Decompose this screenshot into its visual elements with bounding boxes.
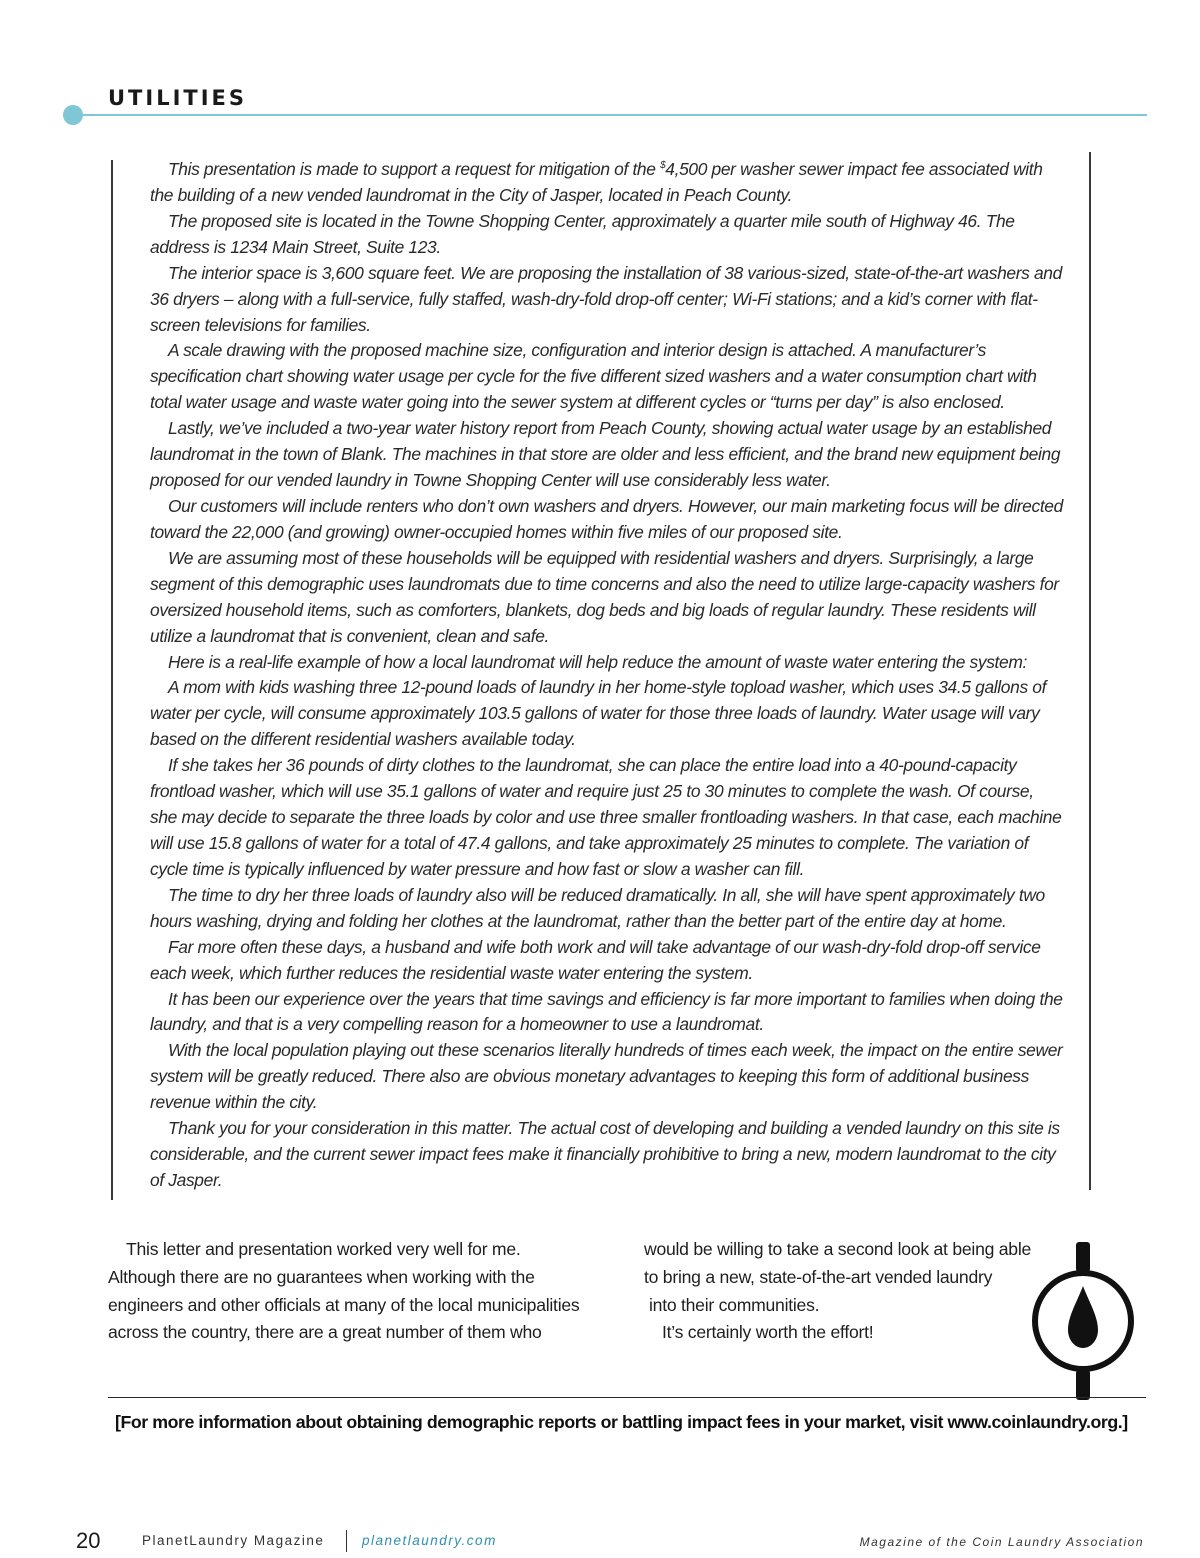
letter-paragraph: Thank you for your consideration in this matter. The actual cost of developing and building a vended laundry on this site is considerable, and the current sewer impact fees make it financially prohibitive to bring a new, modern laundromat to the city of Jasper. (150, 1118, 1060, 1190)
letter-paragraph: With the local population playing out these scenarios literally hundreds of times each week, the impact on the entire sewer system will be greatly reduced. There also are obvious monetary advantages to keeping this form of additional business revenue within the city. (150, 1040, 1063, 1113)
letter-paragraph: A scale drawing with the proposed machine size, configuration and interior design is attached. A manufacturer’s specification chart showing water usage per cycle for the five different sized washers and a water consumption chart with total water usage and waste water going into the sewer system at different cycles or “turns per day” is also enclosed. (150, 340, 1037, 413)
header-accent-dot (63, 105, 83, 125)
closing-line: across the country, there are a great number of them who (108, 1322, 542, 1343)
letter-paragraph: The time to dry her three loads of laundry also will be reduced dramatically. In all, she will have spent approximately two hours washing, drying and folding her clothes at the laundromat, rather than the better part of the entire day at home. (150, 884, 1045, 931)
footer-magazine-name: PlanetLaundry Magazine (142, 1533, 325, 1548)
info-note: [For more information about obtaining demographic reports or battling impact fees in your market, visit www.coinlaundry.org.] (115, 1412, 1128, 1432)
letter-paragraph: If she takes her 36 pounds of dirty clothes to the laundromat, she can place the entire load into a 40-pound-capacity frontload washer, which will use 35.1 gallons of water and require just 25 to 30 minutes to complete the wash. Of course, she may decide to separate the three loads by color and use three smaller frontloading washers. In that case, each machine will use 15.8 gallons of water for a total of 47.4 gallons, and take approximately 25 minutes to complete. The variation of cycle time is typically influenced by water pressure and how fast or slow a washer can fill. (150, 755, 1062, 879)
closing-line: Although there are no guarantees when working with the (108, 1266, 535, 1287)
dollar-superscript: $ (660, 160, 666, 171)
closing-line: This letter and presentation worked very well for me. (126, 1239, 521, 1259)
presentation-letter (150, 157, 1065, 1194)
bottom-rule (108, 1397, 1146, 1398)
closing-column-left (108, 1236, 608, 1347)
letter-paragraph: A mom with kids washing three 12-pound loads of laundry in her home-style topload washer, which uses 34.5 gallons of water per cycle, will consume approximately 103.5 gallons of water for those three loads of laundry. Water usage will vary based on the different residential washers available today. (150, 677, 1047, 750)
letter-right-rule (1089, 152, 1091, 1190)
letter-paragraph: Far more often these days, a husband and wife both work and will take advantage of our wash-dry-fold drop-off service each week, which further reduces the residential waste water entering the system. (150, 936, 1041, 983)
letter-paragraph: Here is a real-life example of how a local laundromat will help reduce the amount of waste water entering the system: (168, 651, 1027, 672)
letter-paragraph: Lastly, we’ve included a two-year water history report from Peach County, showing actual water usage by an established laundromat in the town of Blank. The machines in that store are older and less efficient, and the brand new equipment being proposed for our vended laundry in Towne Shopping Center will use considerably less water. (150, 418, 1061, 491)
closing-line: would be willing to take a second look at being able (644, 1239, 1032, 1259)
water-drop-end-icon (1030, 1242, 1136, 1400)
letter-paragraph: We are assuming most of these households will be equipped with residential washers and dryers. Surprisingly, a large segment of this demographic uses laundromats due to time concerns and also the need to utilize large-capacity washers for oversized household items, such as comforters, blankets, dog beds and big loads of regular laundry. These residents will utilize a laundromat that is convenient, clean and safe. (150, 547, 1059, 646)
letter-paragraph: The interior space is 3,600 square feet. We are proposing the installation of 38 various-sized, state-of-the-art washers and 36 dryers – along with a full-service, fully staffed, wash-dry-fold drop-off center; Wi-Fi stations; and a kid’s corner with flat-screen televisions for families. (150, 262, 1062, 335)
letter-paragraph: It has been our experience over the years that time savings and efficiency is far more important to families when doing the laundry, and that is a very compelling reason for a homeowner to use a laundromat. (150, 988, 1063, 1035)
letter-left-rule (111, 160, 113, 1200)
closing-line: into their communities. (649, 1294, 820, 1315)
closing-sign-off: It’s certainly worth the effort! (662, 1322, 874, 1343)
closing-line: to bring a new, state-of-the-art vended laundry (644, 1266, 993, 1287)
letter-paragraph: Our customers will include renters who don’t own washers and dryers. However, our main marketing focus will be directed toward the 22,000 (and growing) owner-occupied homes within five miles of our proposed site. (150, 495, 1063, 542)
section-label: UTILITIES (108, 86, 247, 110)
footer-url-link[interactable]: planetlaundry.com (362, 1533, 497, 1548)
page-number: 20 (76, 1528, 101, 1553)
letter-paragraph: The proposed site is located in the Towne Shopping Center, approximately a quarter mile south of Highway 46. The address is 1234 Main Street, Suite 123. (150, 210, 1015, 257)
letter-paragraph: This presentation is made to support a request for mitigation of the $4,500 per washer sewer impact fee associated with the building of a new vended laundromat in the City of Jasper, located in Peach County. (150, 159, 1043, 205)
closing-line: engineers and other officials at many of the local municipalities (108, 1294, 580, 1315)
header-rule (83, 114, 1147, 116)
closing-column-right (644, 1236, 1069, 1347)
footer-tagline: Magazine of the Coin Laundry Association (859, 1535, 1144, 1549)
footer-divider (346, 1530, 347, 1552)
